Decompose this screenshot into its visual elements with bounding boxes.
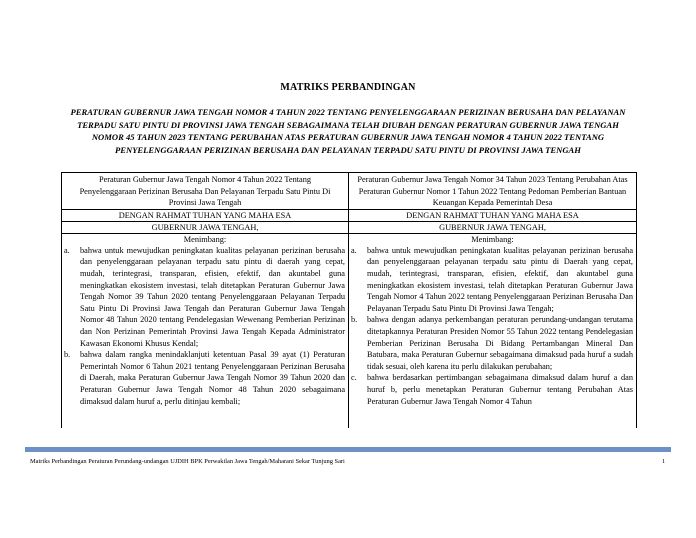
right-column-header: Peraturan Gubernur Jawa Tengah Nomor 34 Tahun 2023 Tentang Perubahan Atas Peraturan Gubernur Nomor 1 Tahun 2022 Tentang Pedoman Pemberian Bantuan Keuangan Kepada Pemerintah Desa bbox=[349, 173, 636, 210]
item-letter: b. bbox=[351, 315, 358, 325]
right-item-b bbox=[349, 314, 636, 372]
right-rahmat: DENGAN RAHMAT TUHAN YANG MAHA ESA bbox=[349, 210, 636, 222]
page-number: 1 bbox=[662, 458, 666, 465]
item-letter: b. bbox=[64, 350, 71, 360]
footer-text: Matriks Perbandingan Peraturan Perundang-undangan UJDIH BPK Perwakilan Jawa Tengah/Maharani Sekar Tunjung Sari bbox=[30, 458, 345, 465]
item-text: bahwa berdasarkan pertimbangan sebagaimana dimaksud dalam huruf a dan huruf b, perlu menetapkan Peraturan Gubernur tentang Perubahan Atas Peraturan Gubernur Jawa Tengah Nomor 4 Tahun bbox=[367, 373, 633, 406]
page-title: MATRIKS PERBANDINGAN bbox=[280, 82, 416, 93]
item-text: bahwa untuk mewujudkan peningkatan kualitas pelayanan perizinan berusaha dan penyelenggaraan pelayanan terpadu satu pintu di daerah yang cepat, mudah, terintegrasi, transparan, efisien, efektif, dan akuntabel guna meningkatkan ekosistem investasi, telah ditetapkan Peraturan Gubernur Jawa Tengah Nomor 39 Tahun 2020 tentang Penyelenggaraan Pelayanan Terpadu Satu Pintu Di Provinsi Jawa Tengah dan Peraturan Gubernur Jawa Tengah Nomor 48 Tahun 2020 tentang Pendelegasian Wewenang Pemberian Perizinan dan Non Perizinan Pemerintah Provinsi Jawa Tengah Kepada Administrator Kawasan Ekonomi Khusus Kendal; bbox=[80, 245, 345, 348]
comparison-table bbox=[61, 172, 637, 428]
item-text: bahwa dalam rangka menindaklanjuti ketentuan Pasal 39 ayat (1) Peraturan Pemerintah Nomor 6 Tahun 2021 tentang Penyelenggaraan Perizinan Berusaha di Daerah, maka Peraturan Gubernur Jawa Tengah Nomor 39 Tahun 2020 dan Peraturan Gubernur Jawa Tengah Nomor 48 Tahun 2020 sebagaimana dimaksud dalam huruf a, perlu ditinjau kembali; bbox=[80, 350, 345, 406]
item-text: bahwa dengan adanya perkembangan peraturan perundang-undangan terutama ditetapkannya Peraturan Presiden Nomor 55 Tahun 2022 tentang Pendelegasian Pemberian Perizinan Berusaha Di Bidang Pertambangan Mineral Dan Batubara, maka Peraturan Gubernur sebagaimana dimaksud pada huruf a sudah tidak sesuai, oleh karena itu perlu dilakukan perubahan; bbox=[367, 315, 633, 371]
left-column-header: Peraturan Gubernur Jawa Tengah Nomor 4 Tahun 2022 Tentang Penyelenggaraan Perizinan Berusaha Dan Pelayanan Terpadu Satu Pintu Di Provinsi Jawa Tengah bbox=[62, 173, 348, 210]
right-item-a bbox=[349, 245, 636, 315]
right-gubernur: GUBERNUR JAWA TENGAH, bbox=[349, 222, 636, 234]
right-menimbang: Menimbang: bbox=[471, 234, 514, 244]
item-letter: a. bbox=[64, 245, 70, 255]
right-column bbox=[349, 173, 636, 428]
item-letter: a. bbox=[351, 245, 357, 255]
left-rahmat: DENGAN RAHMAT TUHAN YANG MAHA ESA bbox=[62, 210, 348, 222]
item-letter: c. bbox=[351, 373, 357, 383]
item-text: bahwa untuk mewujudkan peningkatan kualitas pelayanan perizinan berusaha dan penyelenggaraan pelayanan terpadu satu pintu di Daerah yang cepat, mudah, terintegrasi, transparan, efisien, efektif, dan akuntabel guna meningkatkan ekosistem investasi, telah ditetapkan Peraturan Gubernur Jawa Tengah Nomor 4 Tahun 2022 tentang Penyelenggaraan Perizinan Berusaha Dan Pelayanan Terpadu Satu Pintu Di Provinsi Jawa Tengah; bbox=[367, 245, 633, 313]
right-item-c bbox=[349, 372, 636, 407]
footer-bar bbox=[25, 447, 671, 452]
left-menimbang: Menimbang: bbox=[183, 234, 227, 244]
left-gubernur: GUBERNUR JAWA TENGAH, bbox=[62, 222, 348, 234]
document-subtitle: PERATURAN GUBERNUR JAWA TENGAH NOMOR 4 TAHUN 2022 TENTANG PENYELENGGARAAN PERIZINAN BERUSAHA DAN PELAYANAN TERPADU SATU PINTU DI PROVINSI JAWA TENGAH SEBAGAIMANA TELAH DIUBAH DENGAN PERATURAN GUBERNUR JAWA TENGAH NOMOR 45 TAHUN 2023 TENTANG PERUBAHAN ATAS PERATURAN GUBERNUR JAWA TENGAH NOMOR 4 TAHUN 2022 TENTANG PENYELENGGARAAN PERIZINAN BERUSAHA DAN PELAYANAN TERPADU SATU PINTU DI PROVINSI JAWA TENGAH bbox=[70, 107, 626, 155]
left-item-b bbox=[62, 349, 348, 407]
left-column bbox=[62, 173, 349, 428]
left-item-a bbox=[62, 245, 348, 349]
